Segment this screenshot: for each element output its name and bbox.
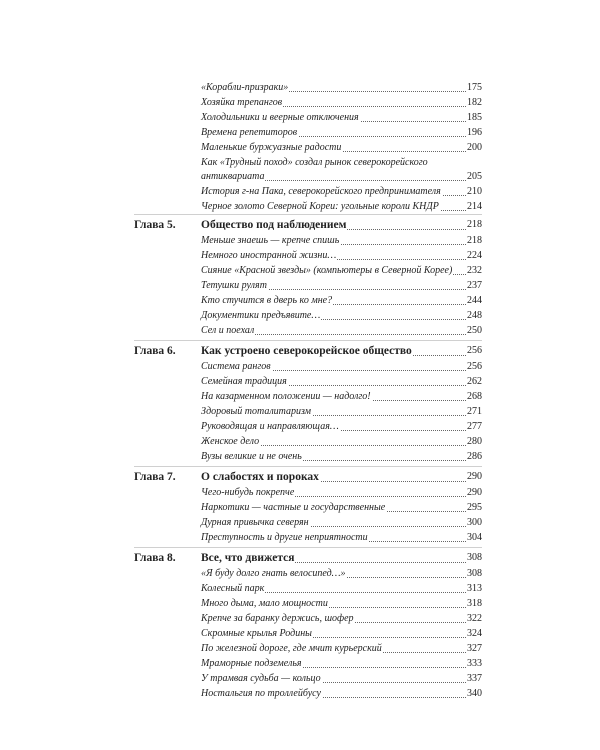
entry-page: 286: [467, 451, 482, 462]
entry-page: 324: [467, 628, 482, 639]
entry-page: 218: [467, 235, 482, 246]
entry-page: 322: [467, 613, 482, 624]
entry-title: Сел и поехал: [201, 325, 255, 336]
chapter-title: Как устроено северокорейское общество: [201, 345, 412, 357]
entry-title: Руководящая и направляющая…: [201, 421, 339, 432]
toc-entry[interactable]: [0, 486, 600, 500]
entry-page: 327: [467, 643, 482, 654]
entry-page: 185: [467, 112, 482, 123]
entry-title: антиквариата: [201, 171, 265, 182]
entry-page: 214: [467, 201, 482, 212]
toc-entry[interactable]: [0, 531, 600, 545]
entry-title: Меньше знаешь — крепче спишь: [201, 235, 340, 246]
entry-title: Холодильники и веерные отключения: [201, 112, 359, 123]
entry-page: 337: [467, 673, 482, 684]
entry-page: 200: [467, 142, 482, 153]
toc-entry[interactable]: [0, 672, 600, 686]
toc-entry[interactable]: [0, 264, 600, 278]
entry-page: 250: [467, 325, 482, 336]
entry-page: 244: [467, 295, 482, 306]
toc-entry[interactable]: [0, 126, 600, 140]
entry-title: На казарменном положении — надолго!: [201, 391, 371, 402]
entry-title: Маленькие буржуазные радости: [201, 142, 342, 153]
toc-entry[interactable]: [0, 279, 600, 293]
toc-entry[interactable]: [0, 501, 600, 515]
chapter-page: 256: [466, 343, 482, 359]
chapter-heading-6[interactable]: [0, 343, 600, 359]
entry-page: 280: [467, 436, 482, 447]
toc-entry[interactable]: [0, 234, 600, 248]
entry-page: 237: [467, 280, 482, 291]
entry-title: Скромные крылья Родины: [201, 628, 312, 639]
toc-entry[interactable]: [0, 324, 600, 338]
chapter-heading-5[interactable]: [0, 217, 600, 233]
entry-title: Крепче за баранку держись, шофер: [201, 613, 354, 624]
toc-entry[interactable]: [0, 81, 600, 95]
toc-entry[interactable]: [0, 657, 600, 671]
entry-title: Семейная традиция: [201, 376, 287, 387]
entry-title: Ностальгия по троллейбусу: [201, 688, 321, 699]
entry-title: Наркотики — частные и государственные: [201, 502, 386, 513]
entry-page: 271: [467, 406, 482, 417]
toc-entry[interactable]: [0, 597, 600, 611]
entry-page: 318: [467, 598, 482, 609]
entry-page: 300: [467, 517, 482, 528]
entry-page: 277: [467, 421, 482, 432]
entry-title: Хозяйка трепангов: [201, 97, 283, 108]
entry-page: 224: [467, 250, 482, 261]
toc-entry[interactable]: [0, 294, 600, 308]
chapter-title: Общество под наблюдением: [201, 219, 347, 231]
entry-page: 232: [467, 265, 482, 276]
chapter-label: Глава 5.: [134, 219, 176, 231]
chapter-heading-8[interactable]: [0, 550, 600, 566]
entry-page: 248: [467, 310, 482, 321]
section-divider: [134, 340, 482, 341]
entry-title: Женское дело: [201, 436, 260, 447]
toc-entry[interactable]: [0, 405, 600, 419]
toc-entry[interactable]: [0, 200, 600, 214]
entry-title: История г-на Пака, северокорейского предпринимателя: [201, 186, 441, 197]
entry-page: 313: [467, 583, 482, 594]
entry-title: Дурная привычка северян: [201, 517, 309, 528]
chapter-title: Все, что движется: [201, 552, 295, 564]
entry-page: 333: [467, 658, 482, 669]
chapter-label: Глава 8.: [134, 552, 176, 564]
toc-entry[interactable]: [0, 185, 600, 199]
entry-title: Немного иностранной жизни…: [201, 250, 337, 261]
entry-title: Как «Трудный поход» создал рынок северокорейского: [201, 157, 428, 168]
entry-page: 175: [467, 82, 482, 93]
entry-title: Тетушки рулят: [201, 280, 267, 291]
chapter-page: 218: [466, 217, 482, 233]
entry-title: Кто стучится в дверь ко мне?: [201, 295, 333, 306]
section-divider: [134, 214, 482, 215]
entry-page: 268: [467, 391, 482, 402]
chapter-page: 308: [466, 550, 482, 566]
entry-page: 340: [467, 688, 482, 699]
chapter-page: 290: [466, 469, 482, 485]
toc-entry[interactable]: [0, 249, 600, 263]
chapter-label: Глава 7.: [134, 471, 176, 483]
toc-entry[interactable]: [0, 627, 600, 641]
entry-title: Времена репетиторов: [201, 127, 298, 138]
toc-entry[interactable]: [0, 567, 600, 581]
toc-entry[interactable]: [0, 435, 600, 449]
entry-title: Черное золото Северной Кореи: угольные короли КНДР: [201, 201, 439, 212]
entry-page: 196: [467, 127, 482, 138]
toc-entry[interactable]: [0, 450, 600, 464]
toc-entry[interactable]: [0, 309, 600, 323]
toc-entry[interactable]: [0, 375, 600, 389]
entry-title: «Корабли-призраки»: [201, 82, 289, 93]
toc-entry[interactable]: [0, 390, 600, 404]
entry-title: Чего-нибудь покрепче: [201, 487, 295, 498]
entry-page: 262: [467, 376, 482, 387]
entry-title: «Я буду долго гнать велосипед…»: [201, 568, 346, 579]
entry-title: Система рангов: [201, 361, 271, 372]
toc-entry[interactable]: [0, 141, 600, 155]
toc-entry[interactable]: [0, 96, 600, 110]
entry-page: 205: [467, 171, 482, 182]
toc-entry[interactable]: [0, 642, 600, 656]
toc-entry-line2[interactable]: [0, 170, 600, 184]
chapter-title: О слабостях и пороках: [201, 471, 319, 483]
toc-entry[interactable]: [0, 360, 600, 374]
section-divider: [134, 547, 482, 548]
entry-page: 308: [467, 568, 482, 579]
entry-page: 256: [467, 361, 482, 372]
entry-page: 182: [467, 97, 482, 108]
toc-entry[interactable]: [0, 111, 600, 125]
toc-entry[interactable]: [0, 612, 600, 626]
chapter-label: Глава 6.: [134, 345, 176, 357]
toc-entry[interactable]: [0, 516, 600, 530]
toc-entry[interactable]: [0, 420, 600, 434]
entry-title: У трамвая судьба — кольцо: [201, 673, 321, 684]
entry-title: Сияние «Красной звезды» (компьютеры в Северной Корее): [201, 265, 453, 276]
entry-page: 290: [467, 487, 482, 498]
entry-page: 210: [467, 186, 482, 197]
chapter-heading-7[interactable]: [0, 469, 600, 485]
entry-title: По железной дороге, где мчит курьерский: [201, 643, 382, 654]
entry-title: Документики предъявите…: [201, 310, 321, 321]
entry-title: Здоровый тоталитаризм: [201, 406, 312, 417]
entry-page: 295: [467, 502, 482, 513]
section-divider: [134, 466, 482, 467]
entry-page: 304: [467, 532, 482, 543]
entry-title: Преступность и другие неприятности: [201, 532, 368, 543]
entry-title: Мраморные подземелья: [201, 658, 302, 669]
entry-title: Вузы великие и не очень: [201, 451, 302, 462]
entry-title: Много дыма, мало мощности: [201, 598, 328, 609]
toc-entry[interactable]: [0, 687, 600, 701]
toc-entry[interactable]: [0, 582, 600, 596]
entry-title: Колесный парк: [201, 583, 265, 594]
toc-entry-line1[interactable]: [0, 156, 600, 170]
